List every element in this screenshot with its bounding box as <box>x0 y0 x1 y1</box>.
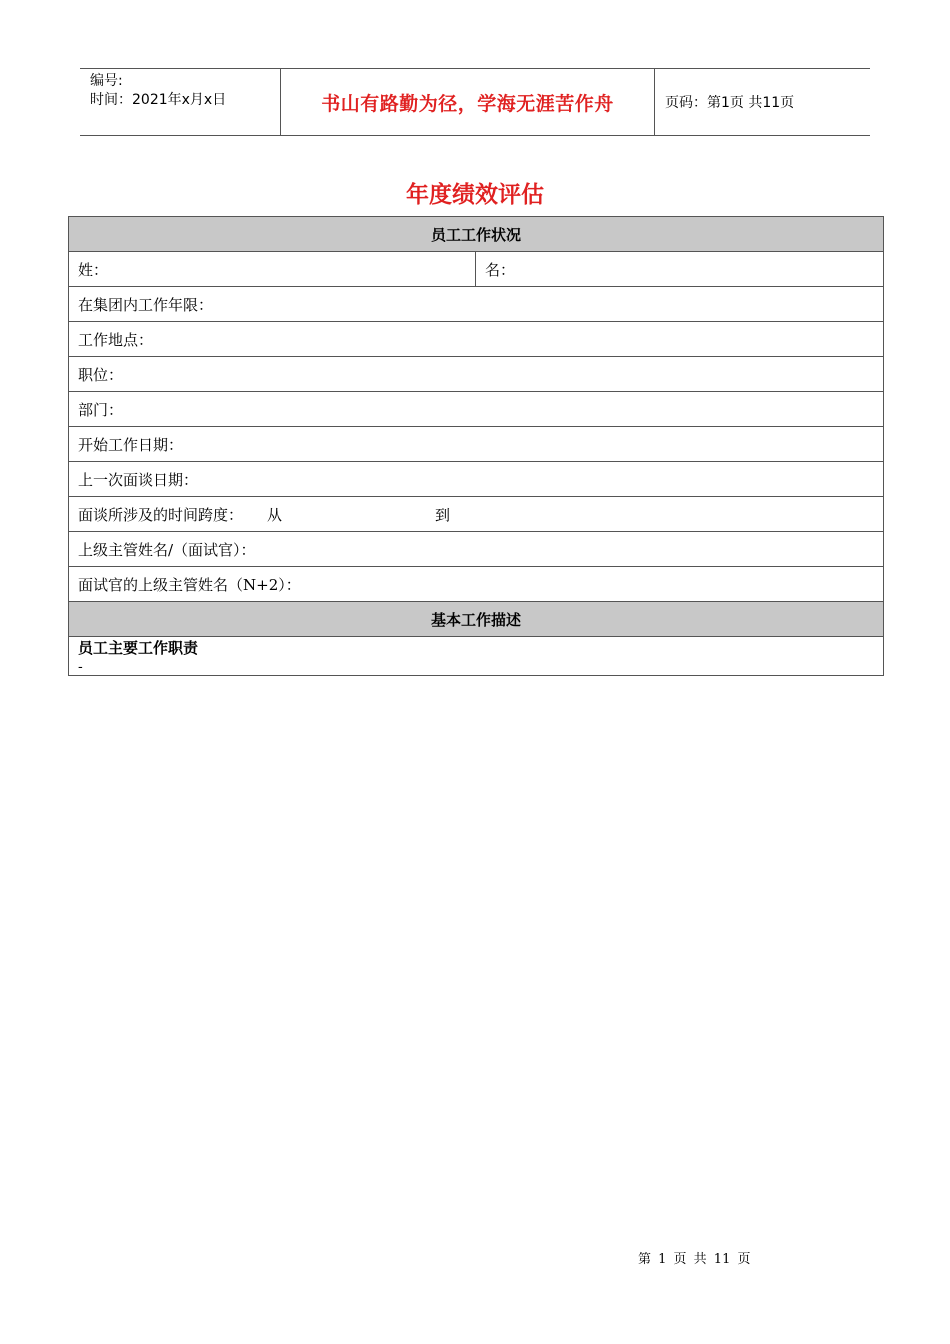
evaluation-form <box>68 216 884 676</box>
page-info-text: 页码：第1页 共11页 <box>665 95 795 111</box>
start-date-label: 开始工作日期： <box>78 435 184 454</box>
responsibilities-value: - <box>78 659 83 675</box>
page-header <box>80 68 870 136</box>
document-title: 年度绩效评估 <box>406 181 544 208</box>
supervisor-field[interactable] <box>69 532 884 567</box>
start-date-field[interactable] <box>69 427 884 462</box>
page-footer: 第 1 页 共 11 页 <box>638 1252 751 1267</box>
position-label: 职位： <box>78 365 124 384</box>
location-label: 工作地点： <box>78 330 154 349</box>
department-field[interactable] <box>69 392 884 427</box>
header-motto-cell <box>281 69 655 135</box>
responsibilities-label: 员工主要工作职责 <box>78 639 199 657</box>
responsibilities-field[interactable] <box>69 637 884 676</box>
interview-span-field[interactable] <box>69 497 884 532</box>
last-interview-label: 上一次面谈日期： <box>78 470 199 489</box>
section-heading-employee-status: 员工工作状况 <box>69 217 884 252</box>
header-meta <box>80 69 281 135</box>
to-label: 到 <box>435 505 451 524</box>
given-name-label: 名： <box>485 260 516 279</box>
interview-span-label: 面谈所涉及的时间跨度： <box>78 505 244 524</box>
motto-text: 书山有路勤为径，学海无涯苦作舟 <box>321 92 614 115</box>
supervisor-n2-field[interactable] <box>69 567 884 602</box>
position-field[interactable] <box>69 357 884 392</box>
tenure-label: 在集团内工作年限： <box>78 295 214 314</box>
time-label: 时间：2021年x月x日 <box>90 92 227 108</box>
department-label: 部门： <box>78 400 124 419</box>
supervisor-label: 上级主管姓名/（面试官）： <box>78 540 256 559</box>
header-page-info <box>655 69 870 135</box>
location-field[interactable] <box>69 322 884 357</box>
given-name-field[interactable] <box>476 252 884 287</box>
surname-label: 姓： <box>78 260 109 279</box>
supervisor-n2-label: 面试官的上级主管姓名（N+2）： <box>78 575 301 594</box>
section-heading-job-description: 基本工作描述 <box>69 602 884 637</box>
from-label: 从 <box>267 505 283 524</box>
tenure-field[interactable] <box>69 287 884 322</box>
surname-field[interactable] <box>69 252 476 287</box>
last-interview-field[interactable] <box>69 462 884 497</box>
doc-number-label: 编号: <box>90 73 123 89</box>
